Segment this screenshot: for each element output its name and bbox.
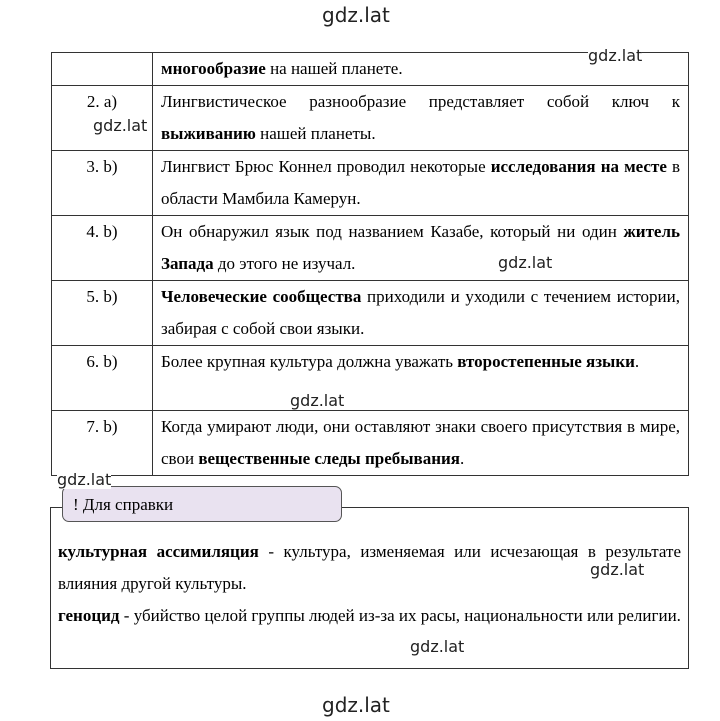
watermark: gdz.lat — [498, 253, 553, 272]
table-row — [52, 151, 689, 216]
answer-number: 2. a) — [52, 86, 153, 151]
answer-sentence — [153, 86, 689, 151]
answer-number: 7. b) — [52, 411, 153, 476]
answer-sentence — [153, 281, 689, 346]
watermark: gdz.lat — [590, 560, 645, 579]
reference-definition: - убийство целой группы людей из-за их расы, национальности или религии. — [119, 606, 681, 625]
sentence-fragment: в области Мамбила Камерун. — [161, 157, 680, 208]
sentence-fragment: нашей планеты. — [255, 124, 376, 143]
table-row — [52, 346, 689, 411]
reference-entry-2 — [58, 600, 681, 632]
reference-term: геноцид — [58, 606, 120, 625]
answer-number: 4. b) — [52, 216, 153, 281]
watermark: gdz.lat — [57, 470, 112, 489]
sentence-fragment: . — [460, 449, 465, 468]
key-phrase: житель Запада — [161, 222, 680, 273]
sentence-fragment: Лингвист Брюс Коннел проводил некоторые — [161, 157, 491, 176]
answer-sentence — [153, 216, 689, 281]
sentence-fragment: Более крупная культура должна уважать — [161, 352, 458, 371]
key-phrase: выживанию — [161, 124, 256, 143]
key-phrase: исследования на месте — [490, 157, 667, 176]
table-row — [52, 411, 689, 476]
reference-tab: ! Для справки — [62, 486, 342, 522]
sentence-fragment: до этого не изучал. — [213, 254, 356, 273]
key-phrase: второстепенные языки — [457, 352, 635, 371]
answer-number: 5. b) — [52, 281, 153, 346]
table-row — [52, 216, 689, 281]
answer-number: 6. b) — [52, 346, 153, 411]
reference-definition: - культура, изменяемая или исчезающая в результате влияния другой культуры. — [58, 542, 681, 593]
reference-entry-1 — [58, 536, 681, 600]
answer-number — [52, 53, 153, 86]
table-row — [52, 281, 689, 346]
answer-sentence — [153, 151, 689, 216]
watermark-bottom: gdz.lat — [322, 693, 390, 717]
watermark: gdz.lat — [290, 391, 345, 410]
reference-text — [58, 536, 681, 632]
watermark-top: gdz.lat — [322, 3, 390, 27]
sentence-fragment: . — [634, 352, 640, 371]
key-phrase: Человеческие сообщества — [161, 287, 362, 306]
answer-sentence — [153, 346, 689, 411]
answer-sentence — [153, 411, 689, 476]
watermark: gdz.lat — [93, 116, 148, 135]
sentence-fragment: Он обнаружил язык под названием Казабе, который ни один — [161, 222, 624, 241]
key-phrase: многообразие — [161, 59, 266, 78]
watermark: gdz.lat — [410, 637, 465, 656]
sentence-fragment: на нашей планете. — [265, 59, 403, 78]
watermark: gdz.lat — [588, 46, 643, 65]
sentence-fragment: Лингвистическое разнообразие представляет собой ключ к — [161, 92, 680, 111]
answer-number: 3. b) — [52, 151, 153, 216]
sentence-fragment: Когда умирают люди, они оставляют знаки своего присутствия в мире, свои — [161, 417, 680, 468]
reference-term: культурная ассимиляция — [58, 542, 259, 561]
key-phrase: вещественные следы пребывания — [198, 449, 460, 468]
sentence-fragment: приходили и уходили с течением истории, забирая с собой свои языки. — [161, 287, 680, 338]
